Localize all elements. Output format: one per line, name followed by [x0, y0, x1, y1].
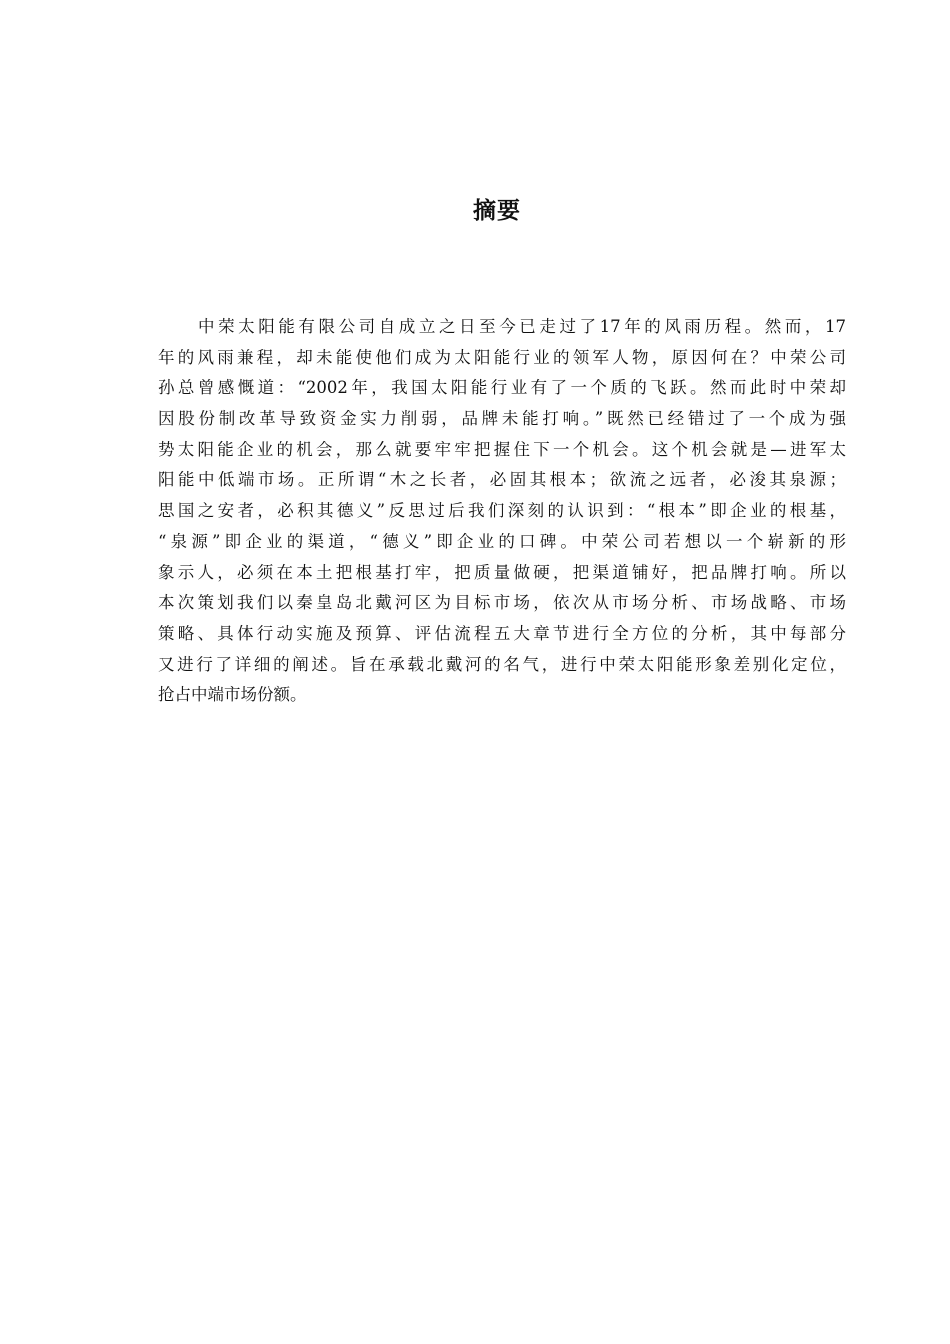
paragraph-line: 年的风雨兼程，却未能使他们成为太阳能行业的领军人物，原因何在？中荣公司: [158, 347, 846, 367]
paragraph-line: 阳能中低端市场。正所谓“木之长者，必固其根本；欲流之远者，必浚其泉源；: [158, 470, 846, 490]
paragraph-line: “泉源”即企业的渠道，“德义”即企业的口碑。中荣公司若想以一个崭新的形: [158, 531, 846, 551]
paragraph-line: 象示人，必须在本土把根基打牢，把质量做硬，把渠道铺好，把品牌打响。所以: [158, 562, 846, 582]
paragraph-line: 孙总曾感慨道：“2002年，我国太阳能行业有了一个质的飞跃。然而此时中荣却: [158, 378, 846, 398]
abstract-paragraph: [158, 312, 846, 711]
paragraph-line: 因股份制改革导致资金实力削弱，品牌未能打响。”既然已经错过了一个成为强: [158, 409, 846, 429]
abstract-title: 摘要: [473, 198, 521, 224]
paragraph-line: 思国之安者，必积其德义”反思过后我们深刻的认识到：“根本”即企业的根基，: [158, 501, 846, 521]
paragraph-line: 本次策划我们以秦皇岛北戴河区为目标市场，依次从市场分析、市场战略、市场: [158, 593, 846, 613]
paragraph-line: 策略、具体行动实施及预算、评估流程五大章节进行全方位的分析，其中每部分: [158, 623, 846, 643]
paragraph-line: 又进行了详细的阐述。旨在承载北戴河的名气，进行中荣太阳能形象差别化定位，: [158, 654, 846, 674]
paragraph-line: 势太阳能企业的机会，那么就要牢牢把握住下一个机会。这个机会就是—进军太: [158, 439, 846, 459]
paragraph-line: 中荣太阳能有限公司自成立之日至今已走过了17年的风雨历程。然而，17: [198, 317, 846, 336]
paragraph-line: 抢占中端市场份额。: [158, 685, 307, 705]
